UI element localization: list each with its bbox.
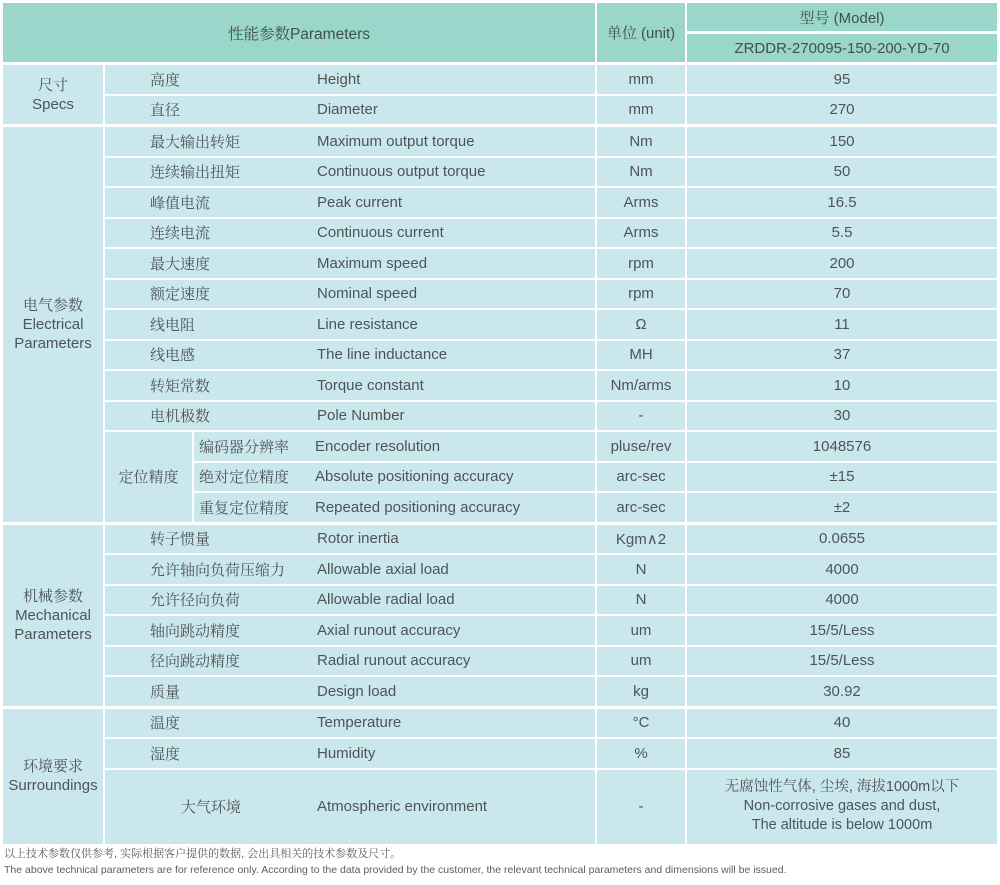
parameter-name-en: Rotor inertia <box>317 530 399 548</box>
parameter-name-en: Absolute positioning accuracy <box>315 468 514 486</box>
parameter-name-cn: 质量 <box>150 683 181 701</box>
footer-note-en: The above technical parameters are for reference only. According to the data provided by the customer, the relevant technical parameters and dimensions will be issued. <box>4 864 787 876</box>
section-name-cn: 机械参数 <box>22 587 83 605</box>
value-line: The altitude is below 1000m <box>751 817 933 833</box>
parameter-name-cn: 连续电流 <box>150 225 211 243</box>
parameter-cell <box>105 525 595 554</box>
parameter-name-cn: 连续输出扭矩 <box>150 164 241 182</box>
unit-cell: % <box>597 739 685 768</box>
parameter-name-en: The line inductance <box>317 346 448 364</box>
parameter-cell <box>105 280 595 309</box>
section-name-en: Parameters <box>14 334 92 352</box>
unit-cell: rpm <box>597 249 685 278</box>
table-row <box>194 493 997 522</box>
parameter-cell <box>105 371 595 400</box>
parameter-cell <box>105 188 595 217</box>
parameter-cell <box>105 677 595 706</box>
unit-cell: kg <box>597 677 685 706</box>
parameter-name-en: Encoder resolution <box>315 437 441 455</box>
table-row <box>105 96 997 125</box>
unit-cell: Arms <box>597 188 685 217</box>
parameter-name-cn: 额定速度 <box>150 286 211 304</box>
table-row <box>194 432 997 461</box>
parameter-name-cn: 直径 <box>150 102 181 120</box>
table-row <box>105 249 997 278</box>
unit-header: 单位 (unit) <box>597 3 685 62</box>
value-cell: 150 <box>687 127 997 156</box>
parameter-name-en: Maximum output torque <box>317 132 475 150</box>
value-cell: 200 <box>687 249 997 278</box>
table-row <box>105 616 997 645</box>
parameter-name-cn: 湿度 <box>150 745 181 763</box>
table-row <box>105 709 997 738</box>
table-row <box>105 158 997 187</box>
table-row <box>105 739 997 768</box>
model-header: 型号 (Model) <box>687 3 997 31</box>
unit-cell: Ω <box>597 310 685 339</box>
parameters-header: 性能参数Parameters <box>3 3 595 62</box>
unit-cell: um <box>597 647 685 676</box>
parameter-cell <box>194 493 595 522</box>
parameter-name-cn: 线电阻 <box>150 316 196 334</box>
parameter-name-en: Maximum speed <box>317 254 428 272</box>
subgroup-header-positioning-accuracy: 定位精度 <box>105 432 192 522</box>
section-rows <box>105 65 997 124</box>
value-cell: 4000 <box>687 555 997 584</box>
parameter-cell <box>105 127 595 156</box>
unit-cell: mm <box>597 65 685 94</box>
table-row <box>105 555 997 584</box>
footer-notes <box>4 847 787 877</box>
parameter-name-en: Torque constant <box>317 376 424 394</box>
unit-cell: N <box>597 555 685 584</box>
parameter-cell <box>105 770 595 844</box>
unit-cell: Arms <box>597 219 685 248</box>
value-cell: 15/5/Less <box>687 647 997 676</box>
value-cell: 0.0655 <box>687 525 997 554</box>
section-name-en: Mechanical <box>15 606 91 624</box>
value-cell: 15/5/Less <box>687 616 997 645</box>
parameter-name-cn: 允许径向负荷 <box>150 592 241 610</box>
parameter-name-cn: 轴向跳动精度 <box>150 622 241 640</box>
parameter-cell <box>105 65 595 94</box>
value-cell: 70 <box>687 280 997 309</box>
value-cell: 4000 <box>687 586 997 615</box>
table-row <box>105 586 997 615</box>
table-row <box>105 280 997 309</box>
value-cell: 85 <box>687 739 997 768</box>
value-cell: 37 <box>687 341 997 370</box>
parameter-name-cn: 绝对定位精度 <box>199 469 290 487</box>
value-cell: ±2 <box>687 493 997 522</box>
parameter-name-en: Humidity <box>317 744 376 762</box>
value-cell: 10 <box>687 371 997 400</box>
unit-cell: pluse/rev <box>597 432 685 461</box>
table-row-atmospheric <box>105 770 997 844</box>
unit-cell: N <box>597 586 685 615</box>
table-row <box>105 188 997 217</box>
section-name-en: Electrical <box>22 315 84 333</box>
table-row <box>105 371 997 400</box>
table-row <box>105 677 997 706</box>
section-name-en: Specs <box>32 95 74 113</box>
parameter-name-cn: 高度 <box>150 71 181 89</box>
unit-cell: um <box>597 616 685 645</box>
table-row <box>105 310 997 339</box>
unit-cell: - <box>597 402 685 431</box>
parameter-name-cn: 重复定位精度 <box>199 499 290 517</box>
parameter-name-cn: 最大输出转矩 <box>150 133 241 151</box>
section-name-en: Surroundings <box>8 777 98 794</box>
unit-cell: MH <box>597 341 685 370</box>
value-cell: 5.5 <box>687 219 997 248</box>
table-row <box>194 463 997 492</box>
parameter-cell <box>105 586 595 615</box>
parameter-cell <box>105 555 595 584</box>
value-cell: ±15 <box>687 463 997 492</box>
value-cell: 11 <box>687 310 997 339</box>
value-cell: 1048576 <box>687 432 997 461</box>
parameter-name-cn: 径向跳动精度 <box>150 653 241 671</box>
parameter-name-cn: 允许轴向负荷压缩力 <box>150 561 286 579</box>
parameter-name-cn: 线电感 <box>150 347 196 365</box>
unit-cell: °C <box>597 709 685 738</box>
value-line: 无腐蚀性气体, 尘埃, 海拔1000m以下 <box>724 779 960 795</box>
unit-cell: - <box>597 770 685 844</box>
parameter-name-en: Peak current <box>317 193 403 211</box>
section-name-cn: 电气参数 <box>22 296 83 314</box>
value-cell: 16.5 <box>687 188 997 217</box>
section-header-surroundings <box>3 709 103 844</box>
parameter-cell <box>105 249 595 278</box>
parameter-name-en: Temperature <box>317 714 402 732</box>
parameter-cell <box>194 463 595 492</box>
table-row <box>105 219 997 248</box>
parameter-name-en: Continuous current <box>317 224 444 242</box>
section-name-en: Parameters <box>14 625 92 643</box>
model-number: ZRDDR-270095-150-200-YD-70 <box>687 34 997 62</box>
parameter-name-cn: 转子惯量 <box>150 531 211 549</box>
table-row <box>105 127 997 156</box>
parameter-name-en: Nominal speed <box>317 285 418 303</box>
value-cell: 270 <box>687 96 997 125</box>
table-row <box>105 65 997 94</box>
section-specs <box>3 65 997 124</box>
parameter-name-cn: 温度 <box>150 715 181 733</box>
parameter-name-cn: 最大速度 <box>150 255 211 273</box>
table-header <box>3 3 997 62</box>
section-name-cn: 环境要求 <box>22 758 83 775</box>
parameter-name-en: Axial runout accuracy <box>317 621 461 639</box>
parameter-name-en: Atmospheric environment <box>317 798 488 815</box>
table-row <box>105 402 997 431</box>
parameter-name-en: Design load <box>317 682 397 700</box>
parameter-name-en: Height <box>317 70 361 88</box>
unit-cell: mm <box>597 96 685 125</box>
parameter-cell <box>105 402 595 431</box>
parameter-name-en: Radial runout accuracy <box>317 652 471 670</box>
parameter-cell <box>105 341 595 370</box>
positioning-accuracy-block <box>105 432 997 522</box>
parameter-cell <box>105 739 595 768</box>
value-cell: 40 <box>687 709 997 738</box>
parameter-name-cn: 峰值电流 <box>150 194 211 212</box>
parameter-name-cn: 大气环境 <box>180 799 241 816</box>
parameter-cell <box>105 616 595 645</box>
parameter-name-en: Diameter <box>317 101 378 119</box>
model-header-column <box>687 3 997 62</box>
section-rows <box>105 127 997 522</box>
parameter-cell <box>105 709 595 738</box>
parameter-cell <box>194 432 595 461</box>
parameter-name-cn: 电机极数 <box>150 408 211 426</box>
parameter-cell <box>105 647 595 676</box>
section-name-cn: 尺寸 <box>37 76 68 94</box>
parameter-name-en: Allowable axial load <box>317 560 449 578</box>
section-rows <box>105 709 997 844</box>
footer-note-cn: 以上技术参数仅供参考, 实际根据客户提供的数据, 会出具相关的技术参数及尺寸。 <box>4 848 402 860</box>
unit-cell: arc-sec <box>597 493 685 522</box>
parameter-name-en: Allowable radial load <box>317 591 455 609</box>
parameter-name-en: Continuous output torque <box>317 163 486 181</box>
spec-table <box>3 3 997 844</box>
parameter-name-cn: 转矩常数 <box>150 377 211 395</box>
section-surroundings <box>3 709 997 844</box>
value-cell: 95 <box>687 65 997 94</box>
unit-cell: Kgm∧2 <box>597 525 685 554</box>
section-header-specs <box>3 65 103 124</box>
unit-cell: Nm <box>597 158 685 187</box>
section-electrical <box>3 127 997 522</box>
parameter-cell <box>105 96 595 125</box>
parameter-cell <box>105 158 595 187</box>
unit-cell: arc-sec <box>597 463 685 492</box>
value-cell: 50 <box>687 158 997 187</box>
section-mechanical <box>3 525 997 706</box>
table-row <box>105 525 997 554</box>
section-rows <box>105 525 997 706</box>
parameter-name-en: Line resistance <box>317 315 418 333</box>
parameter-name-en: Repeated positioning accuracy <box>315 498 521 516</box>
value-line: Non-corrosive gases and dust, <box>743 798 941 814</box>
unit-cell: Nm <box>597 127 685 156</box>
parameter-cell <box>105 219 595 248</box>
value-cell: 30.92 <box>687 677 997 706</box>
unit-cell: rpm <box>597 280 685 309</box>
table-row <box>105 341 997 370</box>
subgroup-rows <box>194 432 997 522</box>
parameter-name-en: Pole Number <box>317 407 405 425</box>
table-row <box>105 647 997 676</box>
parameter-name-cn: 编码器分辨率 <box>199 438 290 456</box>
value-cell <box>687 770 997 844</box>
value-cell: 30 <box>687 402 997 431</box>
unit-cell: Nm/arms <box>597 371 685 400</box>
parameter-cell <box>105 310 595 339</box>
section-header-mechanical <box>3 525 103 706</box>
section-header-electrical <box>3 127 103 522</box>
